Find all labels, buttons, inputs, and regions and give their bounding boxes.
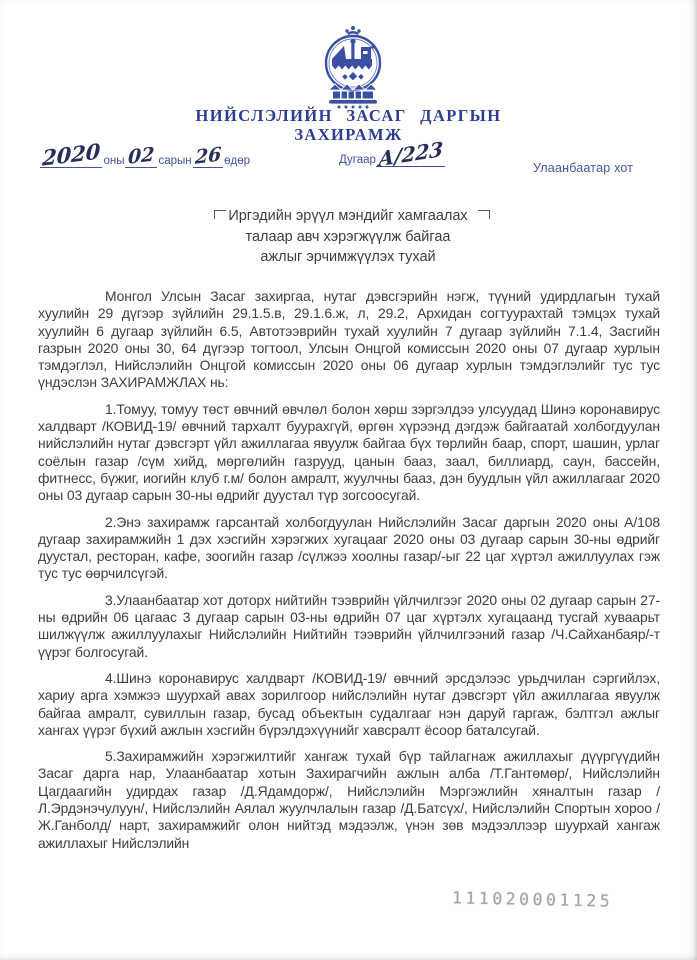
clause-5-paragraph: 5.Захирамжийн хэрэгжилтийг хангаж тухай бүр тайлагнаж ажиллахыг дүүргүүдийн Засаг дарга нар, Улаанбаатар хотын Захирагчийн ажлын алба /Т.Гантөмөр/, Нийслэлийн Цагдаагийн удирдах газар /Д.Ядамдорж/, Нийслэлийн Мэргэжлийн хяналтын газар /Л.Эрдэнэчулуун/, Нийслэлийн Аялал жуулчлалын газар /Д.Батсүх/, Нийслэлийн Спортын хороо /Ж.Ганболд/ нарт, захирамжийг олон нийтэд мэдээлж, үнэн зөв мэдээллээр шуурхай хангаж ажиллахыг Нийслэлийн [38, 748, 660, 851]
preamble-paragraph: Монгол Улсын Засаг захиргаа, нутаг дэвсгэрийн нэгж, түүний удирдлагын тухай хуулийн 29 дүгээр зүйлийн 29.1.5.в, 29.1.6.ж, л, 29.2, Архидан согтуурахтай тэмцэх тухай хуулийн 6 дугаар зүйлийн 6.5, Автотээврийн тухай хуулийн 7 дугаар зүйлийн 7.1.4, Засгийн газрын 2020 оны 30, 64 дүгээр тогтоол, Улсын Онцгой комиссын 2020 оны 07 дугаар хурлын тэмдэглэл, Нийслэлийн Онцгой комиссын 2020 оны 06 дугаар хурлын тэмдэглэлийг тус тус үндэслэн ЗАХИРАМЖЛАХ нь: [38, 288, 660, 391]
org-heading [0, 106, 697, 144]
document-number-underline [376, 136, 445, 172]
date-day-handwritten: 26 [194, 143, 222, 169]
date-month-handwritten: 02 [127, 143, 156, 169]
date-year-underline [40, 138, 102, 171]
document-number-label: Дугаар [339, 153, 376, 166]
clause-3-paragraph: 3.Улаанбаатар хот доторх нийтийн тээврийн үйлчилгээг 2020 оны 02 дугаар сарын 27-ны өдрийн 06 цагаас 3 дугаар сарын 03-ны өдрийн 07 цаг хүртэлх хугацаанд тусгай хуваарьт шилжүүлж ажиллуулахыг Нийслэлийн Нийтийн тээврийн үйлчилгээний газар /Ч.Сайханбаяр/-т үүрэг болгосугай. [38, 591, 660, 660]
registration-stamp-number: 111020001125 [451, 888, 614, 911]
org-heading-line2: ЗАХИРАМЖ [294, 125, 403, 144]
date-year-label: оны [103, 154, 125, 167]
date-day-underline [193, 143, 223, 169]
document-number-handwritten: А/223 [377, 136, 444, 172]
date-field [40, 138, 251, 171]
date-day-label: өдөр [224, 154, 250, 167]
subject-title-line1: Иргэдийн эрүүл мэндийг хамгаалах [228, 208, 468, 224]
city-label: Улаанбаатар хот [533, 161, 634, 175]
document-number-field [338, 136, 445, 172]
corner-bracket-left-icon [214, 210, 226, 219]
document-body [38, 288, 660, 861]
date-month-label: сарын [158, 154, 192, 167]
clause-2-paragraph: 2.Энэ захирамж гарсантай холбогдуулан Нийслэлийн Засаг даргын 2020 оны А/108 дугаар захирамжийн 1 дэх хэсгийн хэрэгжих хугацааг 2020 оны 03 дугаар сарын 30-ны өдрийг дуустал, ресторан, кафе, зоогийн газар /сүлжээ хоолны газар/-ыг 22 цаг хүртэл ажиллуулах гэж тус тус өөрчилсүгэй. [38, 513, 660, 582]
org-heading-line1: НИЙСЛЭЛИЙН ЗАСАГ ДАРГЫН [195, 106, 502, 125]
date-month-underline [125, 143, 157, 169]
subject-title [198, 206, 498, 268]
clause-4-paragraph: 4.Шинэ коронавирус халдварт /КОВИД-19/ өвчний эрсдэлээс урьдчилан сэргийлэх, хариу арга хэмжээ шуурхай авах зорилгоор нийслэлийн нутаг дэвсгэрт үйл ажиллагаа явуулж байгаа амралт, сувиллын газар, бусад объектын судалгааг нэн даруй гаргаж, бэлтгэл ажлыг хангах үүрэг бүхий ажлын хэсгийн бүрэлдэхүүнийг хавсралт ёсоор баталсугай. [38, 669, 660, 738]
subject-title-line3: ажлыг эрчимжүүлэх тухай [260, 249, 436, 265]
clause-1-paragraph: 1.Томуу, томуу төст өвчний өвчлөл болон хөрш зэргэлдээ улсуудад Шинэ коронавирус халдварт /КОВИД-19/ өвчний тархалт буурахгүй, өргөн хүрээнд дэгдэж байгаатай холбогдуулан нийслэлийн нутаг дэвсгэрт үйл ажиллагаа явуулж байгаа бүх төрлийн баар, спорт, шашин, урлаг соёлын газар /сүм хийд, мөргөлийн газрууд, цанын бааз, заал, биллиард, саун, бассейн, фитнесс, бүжиг, иогийн клуб г.м/ болон амралт, жуулчны бааз, дэн буудлын үйл ажиллагааг 2020 оны 03 дугаар сарын 30-ны өдрийг дуустал түр зогсоосугай. [38, 400, 660, 504]
city-emblem-icon [317, 24, 389, 110]
corner-bracket-right-icon [478, 210, 490, 219]
subject-title-line2: талаар авч хэрэгжүүлж байгаа [245, 228, 451, 245]
date-year-handwritten: 2020 [41, 138, 101, 171]
